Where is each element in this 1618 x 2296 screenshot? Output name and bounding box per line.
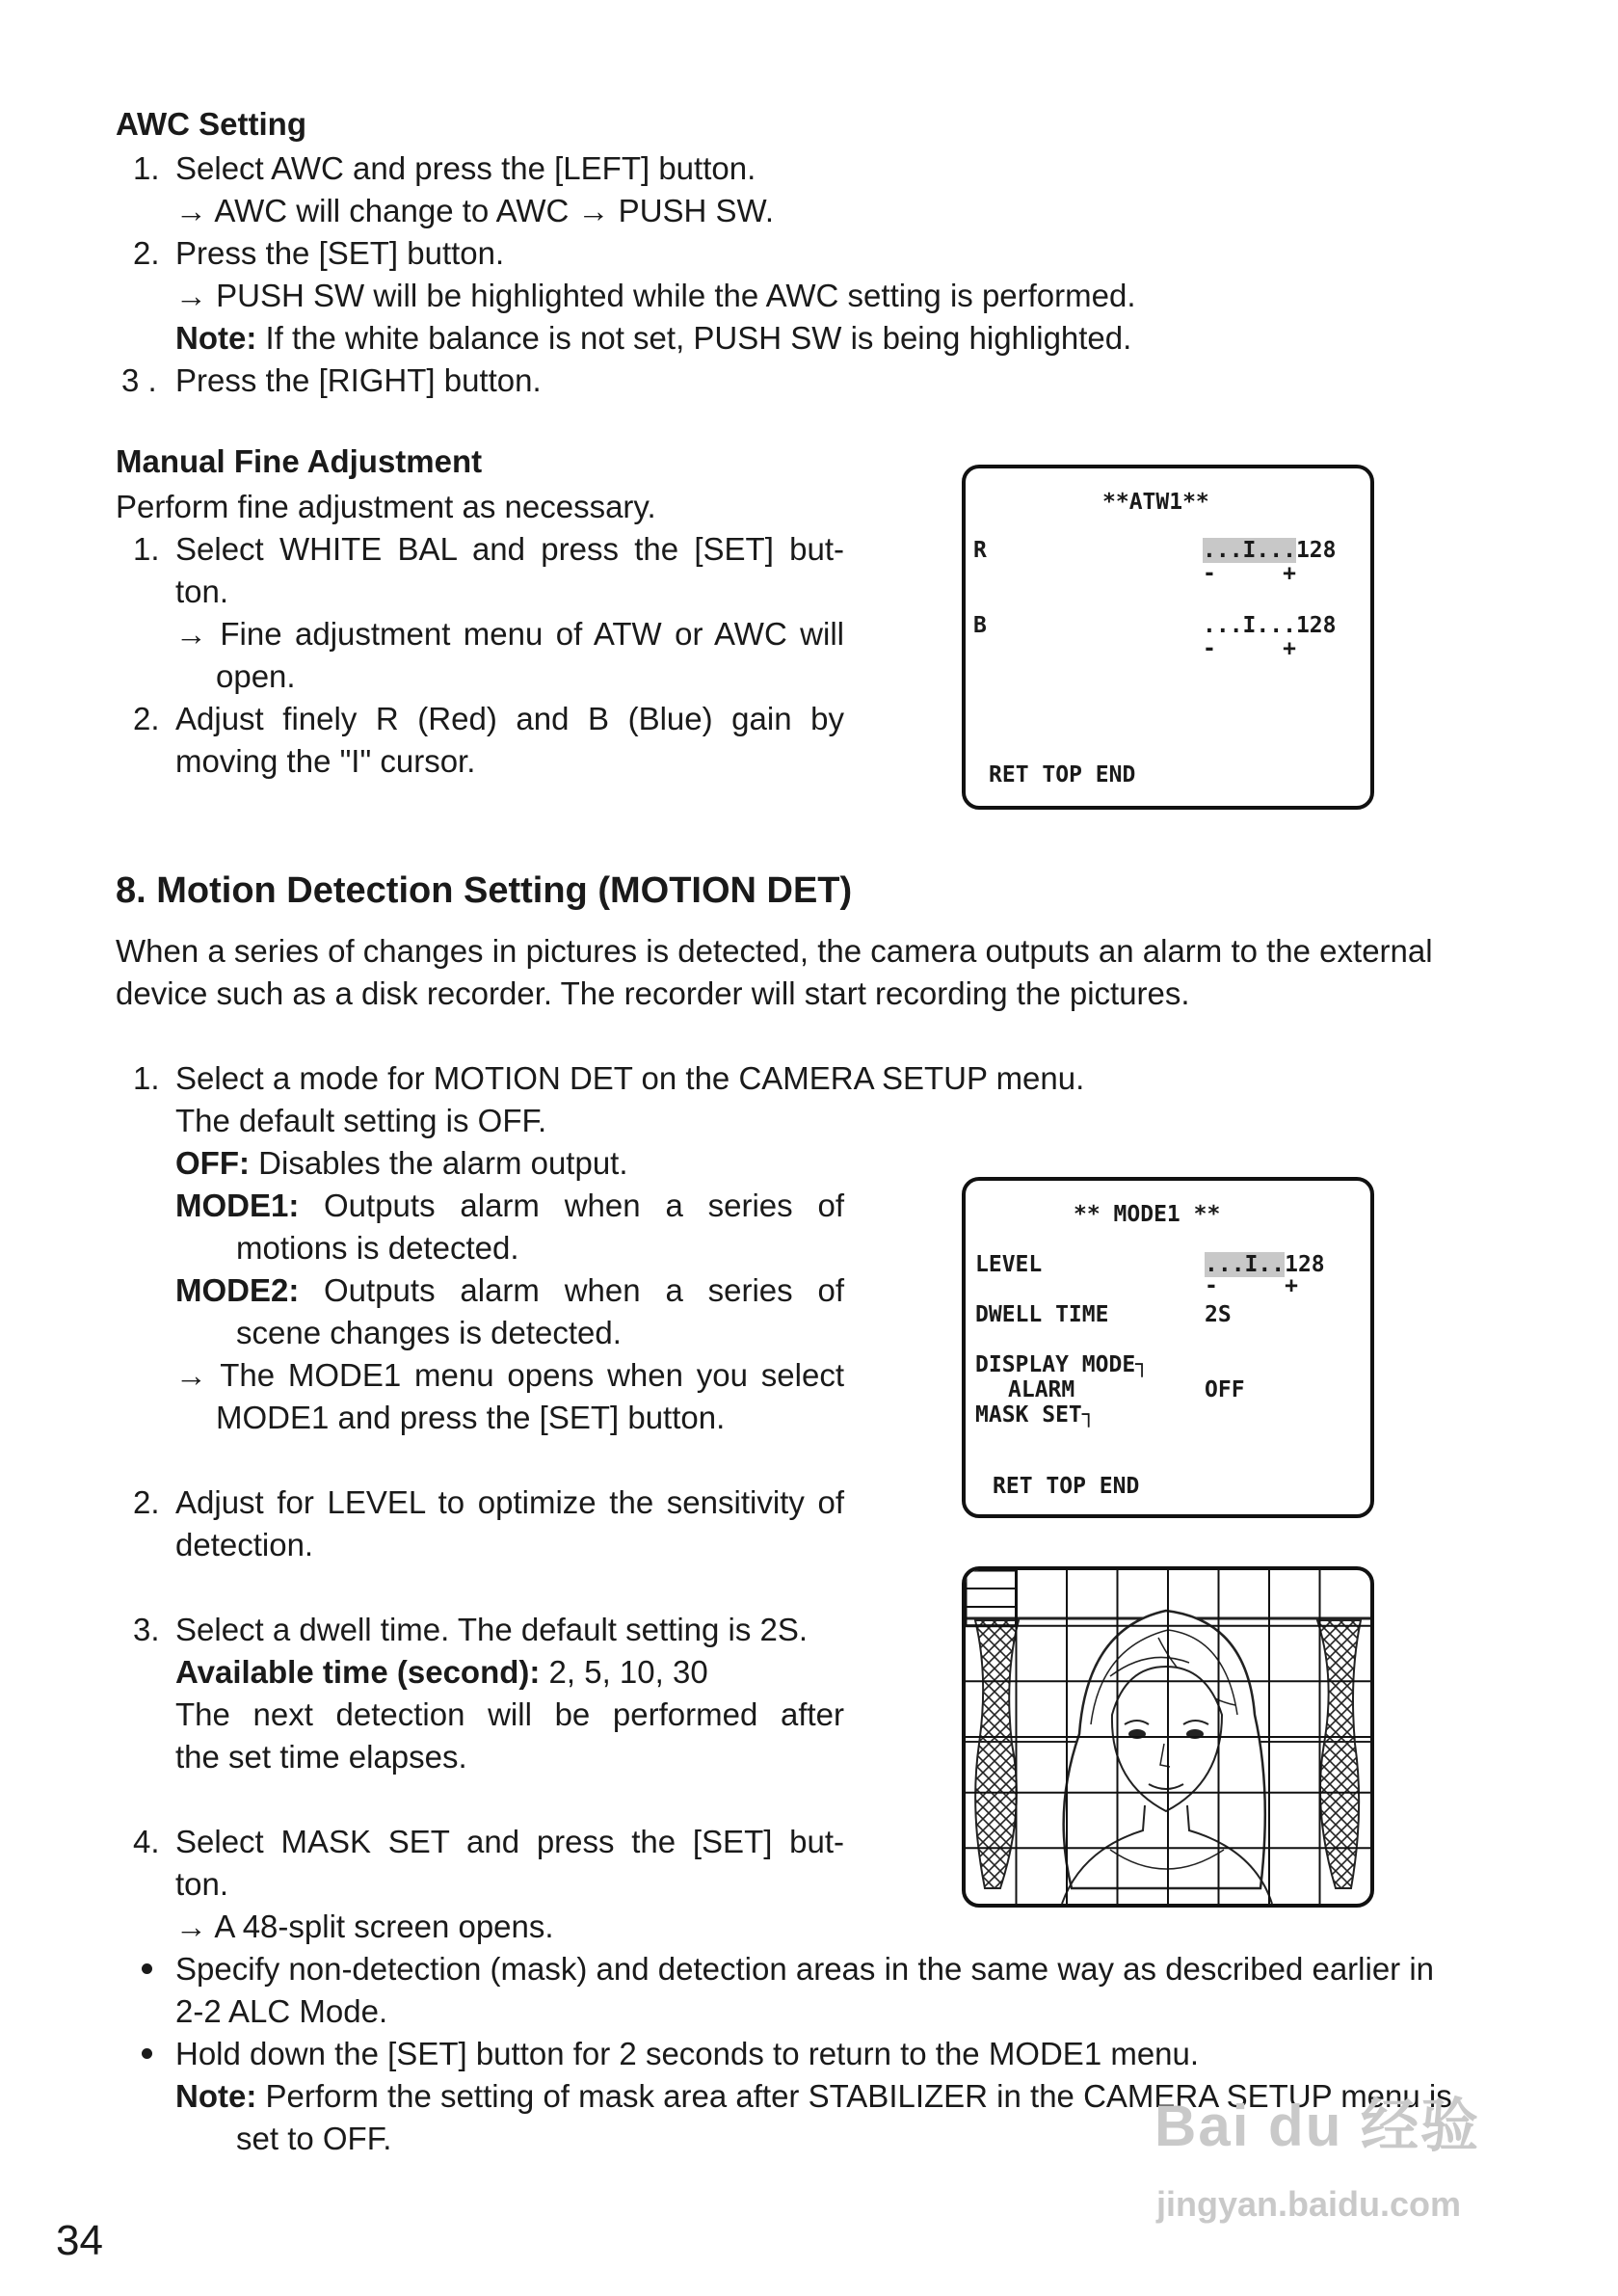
atw1-b-scale: - + <box>1203 636 1296 661</box>
mode1-footer: RET TOP END <box>993 1474 1140 1499</box>
motion-mode2-text: Outputs alarm when a series of <box>324 1272 844 1308</box>
mode1-title: ** MODE1 ** <box>1074 1202 1221 1227</box>
manual-step2-line2: moving the "I" cursor. <box>175 743 476 779</box>
motion-bullet2: Hold down the [SET] button for 2 seconds to return to the MODE1 menu. <box>175 2036 1200 2071</box>
page-number: 34 <box>56 2217 103 2264</box>
manual-step2-line1: Adjust finely R (Red) and B (Blue) gain by <box>175 701 844 736</box>
motion-step4-line2: ton. <box>175 1866 229 1902</box>
mask-split-screen-illustration <box>962 1566 1374 1908</box>
motion-off <box>175 1142 628 1185</box>
atw1-footer: RET TOP END <box>989 762 1136 788</box>
watermark-url: jingyan.baidu.com <box>1156 2184 1462 2224</box>
motion-off-label: OFF: <box>175 1145 250 1181</box>
motion-step1-result-line1: → The MODE1 menu opens when you select <box>175 1357 844 1393</box>
bullet-dot <box>142 2048 152 2059</box>
manual-step1-line1: Select WHITE BAL and press the [SET] but- <box>175 531 844 567</box>
motion-bullet1-line1: Specify non-detection (mask) and detection areas in the same way as described earlier in <box>175 1951 1435 1987</box>
atw1-title: **ATW1** <box>1102 490 1209 515</box>
atw1-r-label: R <box>973 538 987 563</box>
motion-step2-line2: detection. <box>175 1527 314 1562</box>
motion-step3-next-line2: the set time elapses. <box>175 1739 467 1775</box>
motion-step3-next-line1: The next detection will be performed after <box>175 1696 844 1732</box>
mode1-mask-set: MASK SET┐ <box>975 1402 1096 1428</box>
manual-step1-result-line2: open. <box>216 658 296 694</box>
motion-step1-result-line2: MODE1 and press the [SET] button. <box>216 1400 726 1435</box>
bullet-dot <box>142 1963 152 1974</box>
motion-intro-line2: device such as a disk recorder. The recorder will start recording the pictures. <box>116 975 1190 1011</box>
mode1-level-scale: - + <box>1205 1273 1298 1298</box>
manual-intro: Perform fine adjustment as necessary. <box>116 489 656 524</box>
motion-mode2-label: MODE2: <box>175 1272 300 1308</box>
atw1-screen <box>962 465 1374 810</box>
manual-heading: Manual Fine Adjustment <box>116 443 483 479</box>
awc-step1-result: → AWC will change to AWC → PUSH SW. <box>175 193 775 228</box>
atw1-b-slider <box>1203 613 1336 638</box>
motion-step4-result: → A 48-split screen opens. <box>175 1909 554 1944</box>
motion-available-label: Available time (second): <box>175 1654 541 1690</box>
atw1-r-bar: ...I... <box>1203 538 1296 563</box>
watermark-brand: Bai du 经验 <box>1154 2094 1481 2158</box>
motion-step2-number: 2. <box>133 1484 160 1520</box>
motion-step4-line1: Select MASK SET and press the [SET] but- <box>175 1824 844 1859</box>
manual-step1-number: 1. <box>133 531 160 567</box>
awc-step2-result: → PUSH SW will be highlighted while the AWC setting is performed. <box>175 278 1136 313</box>
motion-mode2 <box>175 1269 844 1312</box>
detection-grid <box>966 1570 1370 1904</box>
atw1-r-slider <box>1203 538 1336 563</box>
motion-step1-number: 1. <box>133 1060 160 1096</box>
awc-note <box>175 317 1131 360</box>
awc-note-text: If the white balance is not set, PUSH SW is being highlighted. <box>256 320 1132 356</box>
mode1-level-label: LEVEL <box>975 1252 1043 1277</box>
mode1-level-value: 128 <box>1285 1252 1325 1277</box>
motion-bullet1-line2: 2-2 ALC Mode. <box>175 1993 388 2029</box>
motion-step4-number: 4. <box>133 1824 160 1859</box>
motion-step2-line1: Adjust for LEVEL to optimize the sensitivity of <box>175 1484 844 1520</box>
atw1-r-value: 128 <box>1295 538 1337 563</box>
awc-step2-text: Press the [SET] button. <box>175 235 505 271</box>
motion-step1-text: Select a mode for MOTION DET on the CAMERA SETUP menu. <box>175 1060 1085 1096</box>
motion-step3-number: 3. <box>133 1612 160 1647</box>
awc-step2-number: 2. <box>133 235 160 271</box>
motion-mode1-label: MODE1: <box>175 1188 300 1223</box>
motion-step1-default: The default setting is OFF. <box>175 1103 547 1138</box>
awc-step1-number: 1. <box>133 150 160 186</box>
motion-mode1-text-line2: motions is detected. <box>236 1230 519 1266</box>
motion-note-label: Note: <box>175 2078 257 2114</box>
motion-note-line1: Perform the setting of mask area after STABILIZER in the CAMERA SETUP menu is <box>256 2078 1452 2114</box>
mode1-alarm-value: OFF <box>1205 1377 1245 1402</box>
manual-step1-result-line1: → Fine adjustment menu of ATW or AWC will <box>175 616 844 652</box>
awc-step3-text: Press the [RIGHT] button. <box>175 362 542 398</box>
motion-step3-text: Select a dwell time. The default setting is 2S. <box>175 1612 809 1647</box>
motion-mode2-text-line2: scene changes is detected. <box>236 1315 622 1350</box>
portrait-illustration <box>966 1570 1370 1904</box>
awc-step3-number: 3 . <box>121 362 157 398</box>
mode1-alarm-label: ALARM <box>1008 1377 1075 1402</box>
manual-step2-number: 2. <box>133 701 160 736</box>
motion-intro-line1: When a series of changes in pictures is detected, the camera outputs an alarm to the external <box>116 933 1433 969</box>
atw1-b-value: 128 <box>1295 613 1337 638</box>
motion-available <box>175 1651 708 1694</box>
mode1-level-bar: ...I.. <box>1205 1252 1286 1277</box>
awc-step1-text: Select AWC and press the [LEFT] button. <box>175 150 756 186</box>
motion-available-values: 2, 5, 10, 30 <box>540 1654 708 1690</box>
motion-note-line2: set to OFF. <box>236 2121 392 2156</box>
mode1-display-mode: DISPLAY MODE┐ <box>975 1352 1150 1377</box>
awc-heading: AWC Setting <box>116 106 306 142</box>
motion-mode1 <box>175 1185 844 1227</box>
mode1-screen <box>962 1177 1374 1518</box>
atw1-b-label: B <box>973 613 987 638</box>
atw1-b-bar: ...I... <box>1203 613 1296 638</box>
motion-heading: 8. Motion Detection Setting (MOTION DET) <box>116 870 853 911</box>
atw1-r-scale: - + <box>1203 561 1296 586</box>
mode1-dwell-label: DWELL TIME <box>975 1302 1109 1327</box>
mode1-dwell-value: 2S <box>1205 1302 1232 1327</box>
manual-step1-line2: ton. <box>175 574 229 609</box>
motion-mode1-text: Outputs alarm when a series of <box>324 1188 844 1223</box>
motion-off-text: Disables the alarm output. <box>249 1145 628 1181</box>
awc-note-label: Note: <box>175 320 257 356</box>
